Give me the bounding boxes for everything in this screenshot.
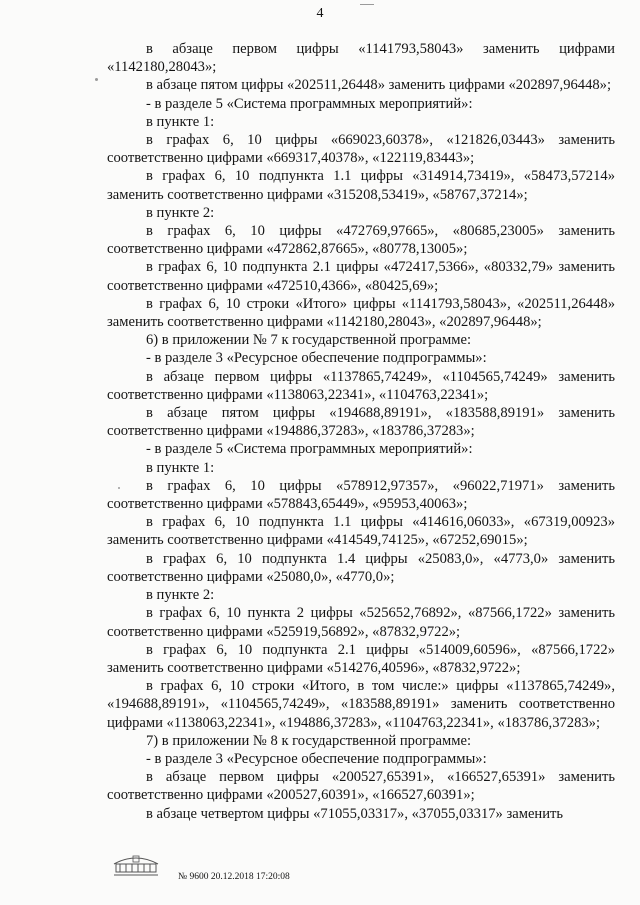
paragraph: в пункте 2: (146, 204, 215, 221)
page-number: 4 (316, 6, 324, 21)
paragraph: в пункте 2: (146, 587, 215, 604)
paragraph: в пункте 1: (146, 113, 215, 130)
paragraph: в абзаце первом цифры «1141793,58043» заменить цифрами «1142180,28043»; (107, 41, 615, 76)
document-footer (110, 848, 370, 888)
paragraph: в пункте 1: (146, 459, 215, 476)
paragraph: в графах 6, 10 строки «Итого, в том числе:» цифры «1137865,74249», «194688,89191», «1104565,74249», «183588,89191» заменить соответственно цифрами «1138063,22341», «194886,37283», «1104763,22341», «183786,37283»; (107, 678, 615, 731)
paragraph: в графах 6, 10 подпункта 1.4 цифры «25083,0», «4773,0» заменить соответственно цифрами «25080,0», «4770,0»; (107, 550, 615, 585)
paragraph: в графах 6, 10 подпункта 1.1 цифры «314914,73419», «58473,57214» заменить соответственно цифрами «315208,53419», «58767,37214»; (107, 168, 615, 203)
scan-speck (95, 78, 98, 81)
paragraph: в абзаце первом цифры «200527,65391», «166527,65391» заменить соответственно цифрами «200527,60391», «166527,60391»; (107, 769, 615, 804)
paragraph: в графах 6, 10 цифры «578912,97357», «96022,71971» заменить соответственно цифрами «578843,65449», «95953,40063»; (107, 477, 615, 513)
paragraph: в графах 6, 10 цифры «472769,97665», «80685,23005» заменить соответственно цифрами «472862,87665», «80778,13005»; (107, 223, 615, 258)
paragraph: - в разделе 5 «Система программных мероприятий»: (146, 95, 473, 112)
registry-number: № 9600 20.12.2018 17:20:08 (178, 872, 290, 882)
paragraph: в графах 6, 10 цифры «669023,60378», «121826,03443» заменить соответственно цифрами «669317,40378», «122119,83443»; (107, 132, 615, 167)
paragraph: в абзаце пятом цифры «194688,89191», «183588,89191» заменить соответственно цифрами «194886,37283», «183786,37283»; (107, 405, 615, 440)
paragraph: - в разделе 3 «Ресурсное обеспечение подпрограммы»: (146, 750, 487, 767)
scan-speck (360, 4, 374, 5)
paragraph: 7) в приложении № 8 к государственной программе: (146, 732, 472, 749)
paragraph: в графах 6, 10 строки «Итого» цифры «1141793,58043», «202511,26448» заменить соответственно цифрами «1142180,28043», «202897,96448»; (107, 295, 615, 331)
paragraph: в абзаце пятом цифры «202511,26448» заменить цифрами «202897,96448»; (146, 77, 612, 94)
paragraph: в абзаце первом цифры «1137865,74249», «1104565,74249» заменить соответственно цифрами «1138063,22341», «1104763,22341»; (107, 368, 615, 403)
paragraph: в графах 6, 10 подпункта 1.1 цифры «414616,06033», «67319,00923» заменить соответственно цифрами «414549,74125», «67252,69015»; (107, 514, 615, 549)
registry-stamp-icon (110, 850, 162, 878)
paragraph: - в разделе 3 «Ресурсное обеспечение подпрограммы»: (146, 350, 487, 367)
paragraph: в абзаце четвертом цифры «71055,03317», «37055,03317» заменить (146, 805, 564, 822)
paragraph: 6) в приложении № 7 к государственной программе: (146, 332, 472, 349)
paragraph: - в разделе 5 «Система программных мероприятий»: (146, 441, 473, 458)
paragraph: в графах 6, 10 подпункта 2.1 цифры «514009,60596», «87566,1722» заменить соответственно цифрами «514276,40596», «87832,9722»; (107, 641, 615, 676)
scan-speck (118, 487, 120, 489)
paragraph: в графах 6, 10 пункта 2 цифры «525652,76892», «87566,1722» заменить соответственно цифрами «525919,56892», «87832,9722»; (107, 605, 615, 640)
paragraph: в графах 6, 10 подпункта 2.1 цифры «472417,5366», «80332,79» заменить соответственно цифрами «472510,4366», «80425,69»; (107, 259, 615, 294)
document-body (107, 40, 615, 823)
